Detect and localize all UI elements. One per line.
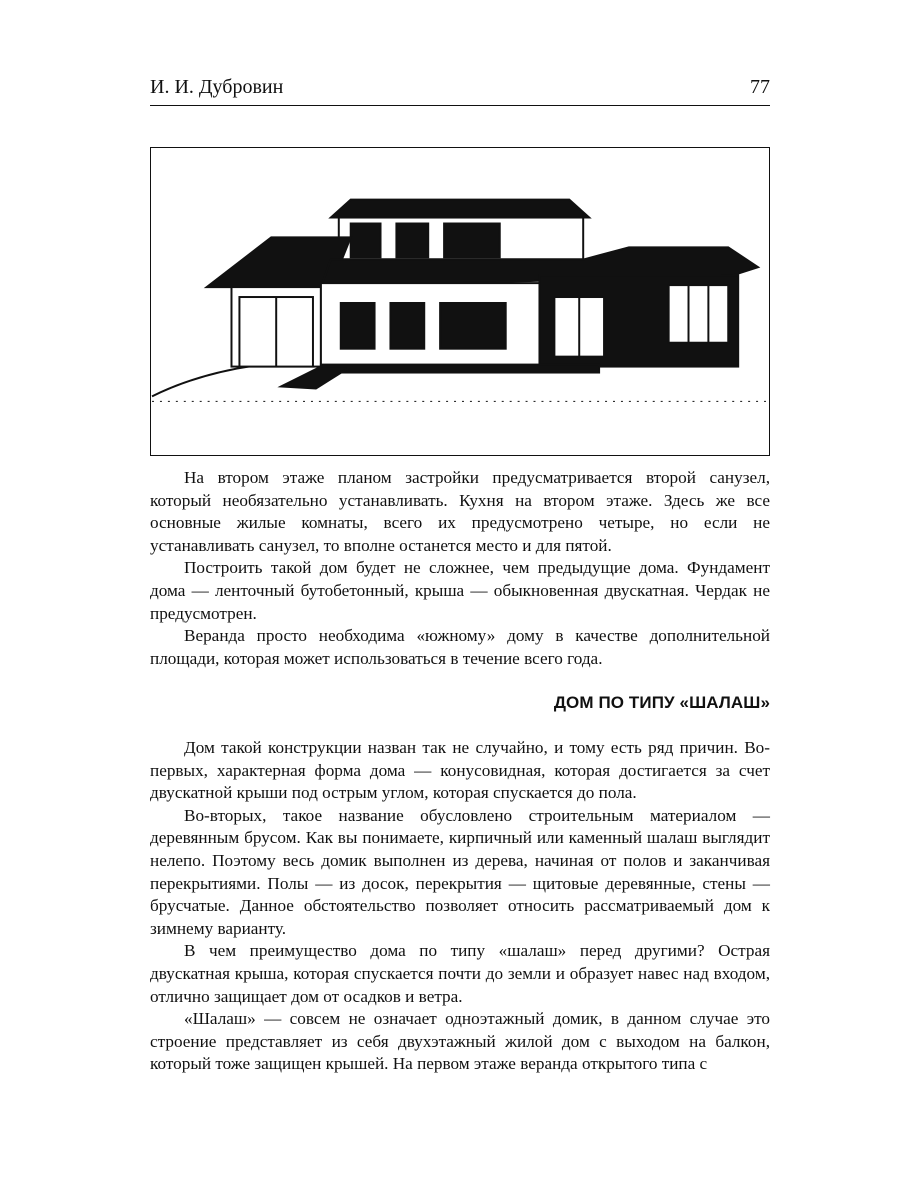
running-head (150, 74, 770, 100)
upper-window-1 (351, 224, 381, 258)
section-heading: ДОМ ПО ТИПУ «ШАЛАШ» (553, 693, 770, 712)
section-text (150, 737, 770, 1076)
upper-roof (331, 200, 589, 218)
house-drawing (151, 148, 769, 455)
paragraph: Веранда просто необходима «южному» дому в качестве дополнительной площади, которая может использоваться в течение всего года. (150, 626, 770, 668)
intro-text (150, 467, 770, 670)
foundation (321, 365, 599, 373)
upper-window-3 (444, 224, 500, 258)
ground-window-2 (390, 303, 424, 349)
ground-slope-left (152, 365, 261, 397)
ground-window-1 (341, 303, 375, 349)
paragraph: «Шалаш» — совсем не означает одноэтажный домик, в данном случае это строение представляет из себя двухэтажный жилой дом с выходом на балкон, который тоже защищен крышей. На первом этаже веранда открытого типа с (150, 1009, 770, 1074)
veranda-glass (669, 285, 729, 343)
page-number: 77 (750, 76, 770, 98)
upper-window-2 (396, 224, 428, 258)
header-rule (150, 105, 770, 106)
paragraph: На втором этаже планом застройки предусматривается второй санузел, который необязательно устанавливать. Кухня на втором этаже. Здесь же все основные жилые комнаты, всего их предусмотрено четыре, но если не устанавливать санузел, то вполне останется место и для пятой. (150, 468, 770, 555)
paragraph: Дом такой конструкции назван так не случайно, и тому есть ряд причин. Во-первых, характерная форма дома — конусовидная, которая достигается за счет двускатной крыши под острым углом, которая спускается до пола. (150, 738, 770, 803)
paragraph: Во-вторых, такое название обусловлено строительным материалом — деревянным брусом. Как вы понимаете, кирпичный или каменный шалаш выглядит нелепо. Поэтому весь домик выполнен из дерева, начиная от полов и заканчивая перекрытиями. Полы — из досок, перекрытия — щитовые деревянные, стены — брусчатые. Данное обстоятельство позволяет относить рассматриваемый дом к зимнему варианту. (150, 805, 770, 938)
author-name: И. И. Дубровин (150, 76, 284, 98)
house-illustration (150, 147, 770, 456)
paragraph: Построить такой дом будет не сложнее, чем предыдущие дома. Фундамент дома — ленточный бутобетонный, крыша — обыкновенная двускатная. Чердак не предусмотрен. (150, 558, 770, 623)
front-steps (281, 367, 351, 389)
paragraph: В чем преимущество дома по типу «шалаш» перед другими? Острая двускатная крыша, которая спускается почти до земли и образует навес над входом, отлично защищает дом от осадков и ветра. (150, 941, 770, 1006)
ground-window-3 (440, 303, 506, 349)
